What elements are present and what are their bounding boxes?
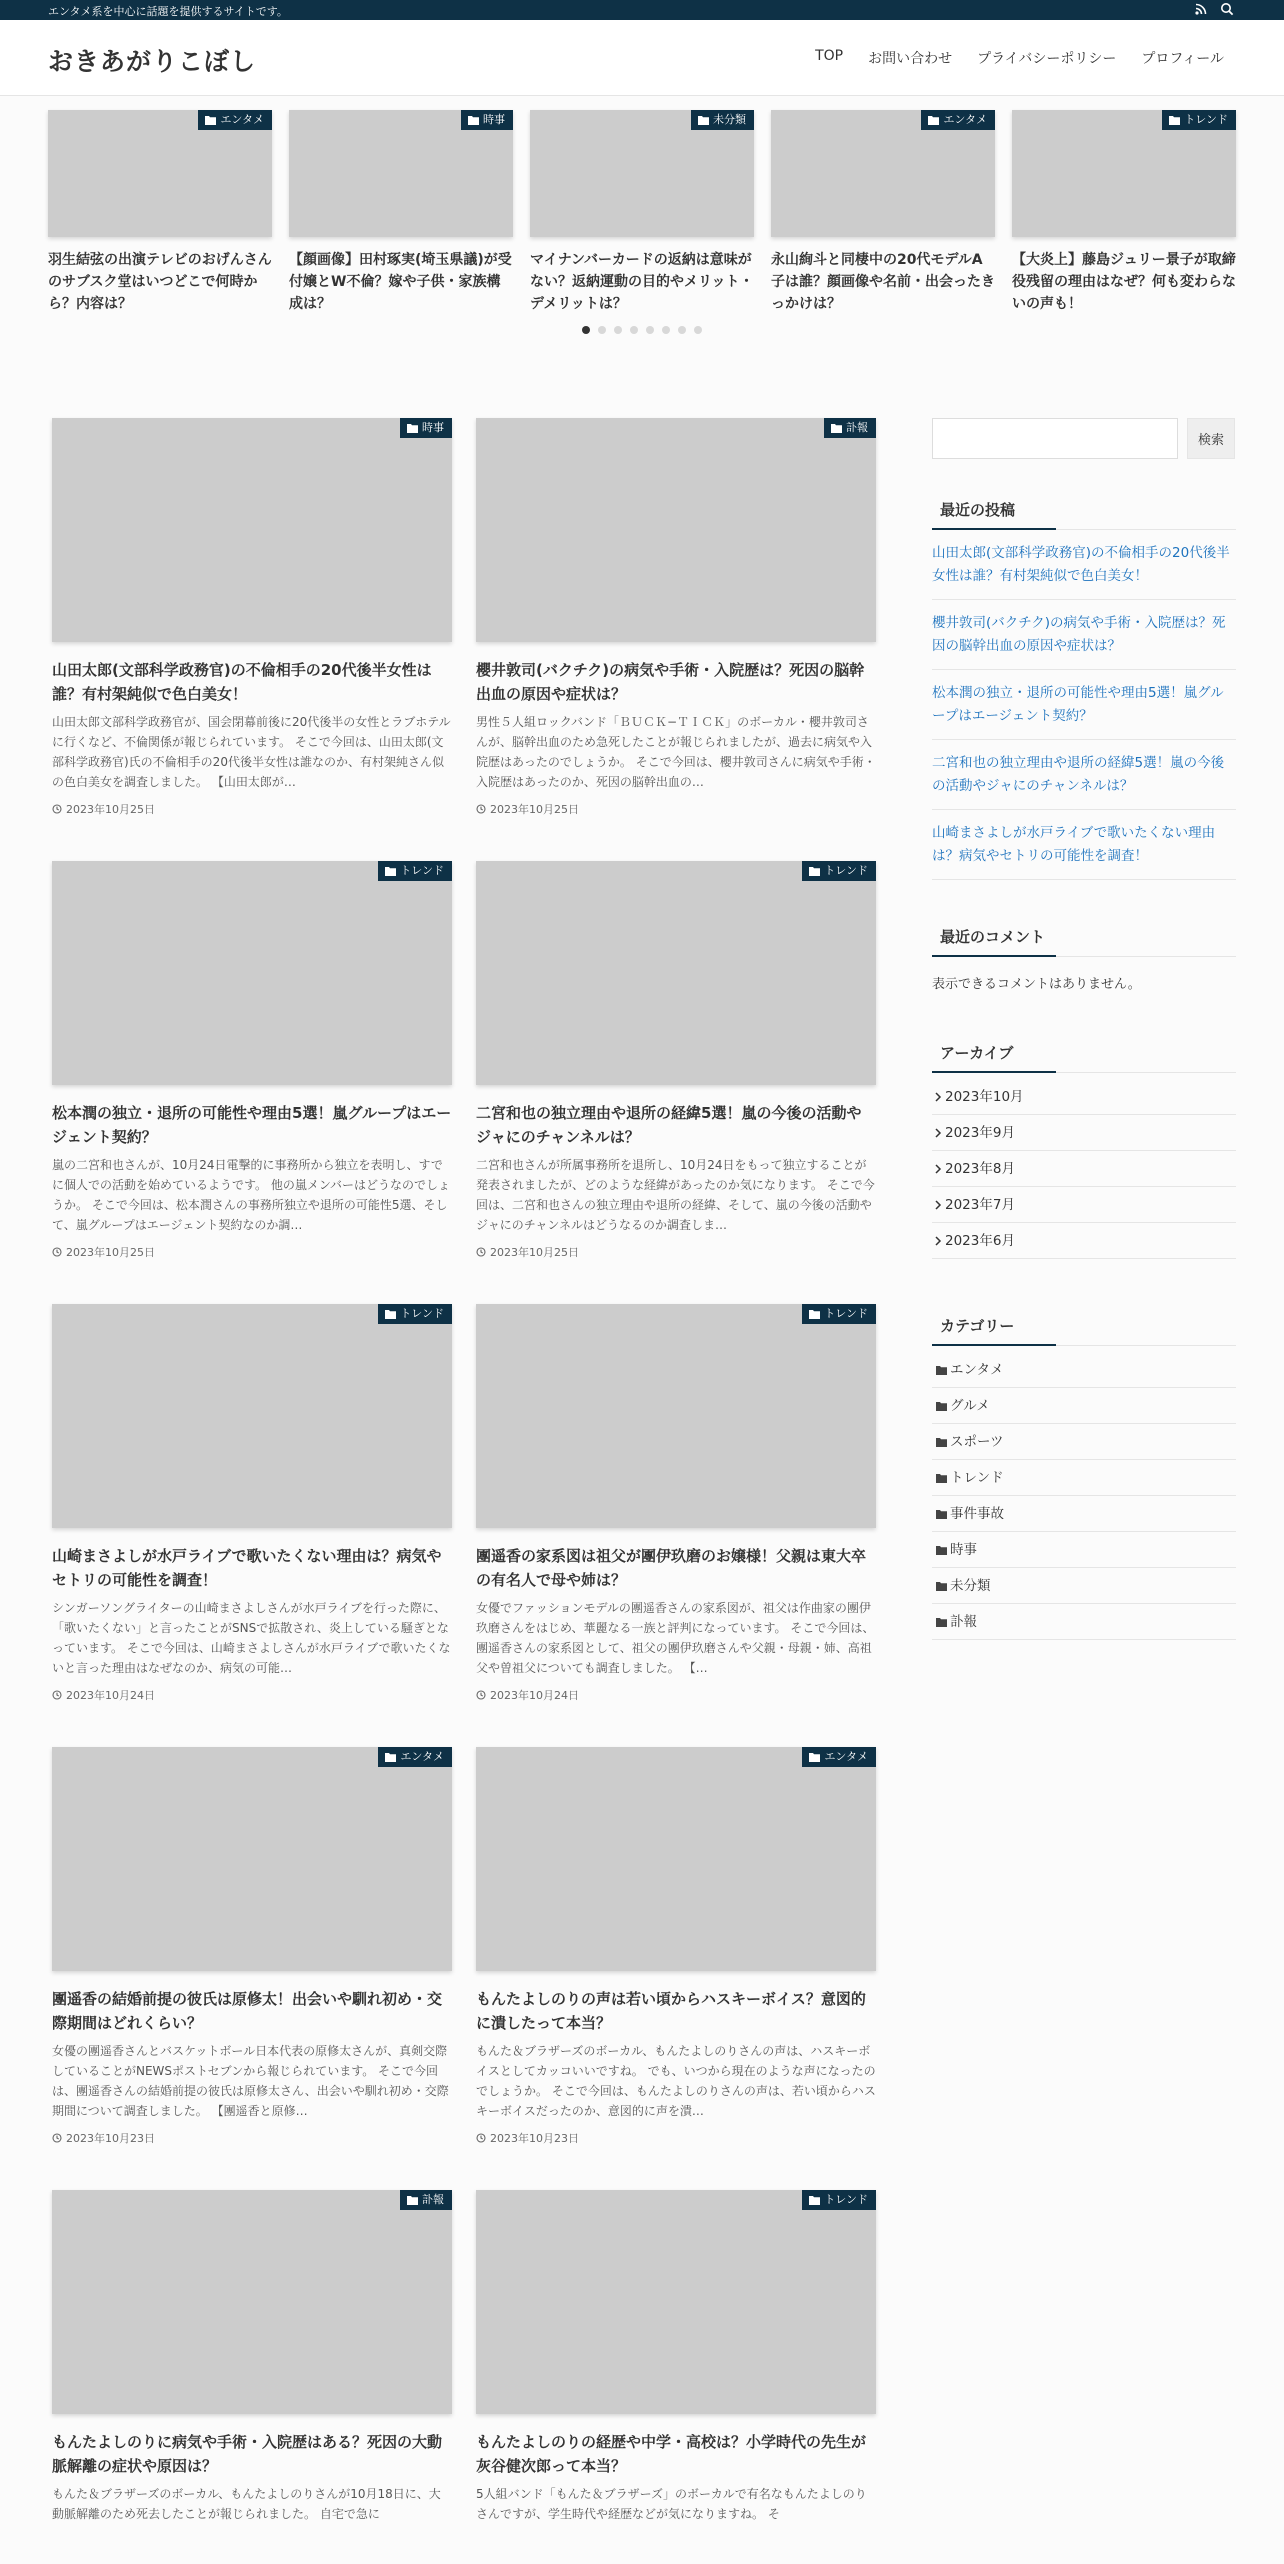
folder-icon [385, 866, 396, 876]
post-card[interactable] [52, 1304, 452, 1703]
archive-link[interactable]: 2023年7月 [932, 1187, 1236, 1223]
post-title[interactable]: 松本潤の独立・退所の可能性や理由5選！嵐グループはエージェント契約？ [52, 1104, 452, 1146]
post-thumbnail[interactable] [52, 2190, 452, 2414]
post-date: 2023年10月24日 [52, 1687, 452, 1703]
folder-icon [936, 1617, 947, 1627]
category-badge: 訃報 [400, 2190, 452, 2210]
post-thumbnail[interactable] [530, 110, 754, 237]
slider-dot[interactable] [598, 326, 606, 334]
post-date: 2023年10月25日 [476, 801, 876, 817]
folder-icon [936, 1473, 947, 1483]
category-badge: 時事 [400, 418, 452, 438]
post-excerpt: もんた＆ブラザーズのボーカル、もんたよしのりさんが10月18日に、大動脈解離のため死去したことが報じられました。 自宅で急に [52, 2487, 441, 2521]
recent-post-link[interactable]: 二宮和也の独立理由や退所の経緯5選！嵐の今後の活動やジャにのチャンネルは？ [932, 740, 1236, 810]
clock-icon [476, 1690, 486, 1700]
site-title[interactable]: おきあがりこぼし [48, 47, 257, 76]
folder-icon [385, 1752, 396, 1762]
category-badge: エンタメ [802, 1747, 876, 1767]
folder-icon [1169, 115, 1180, 125]
slider-dot[interactable] [614, 326, 622, 334]
nav-item-contact[interactable]: お問い合わせ [868, 51, 953, 67]
post-card[interactable] [52, 418, 452, 817]
search-input[interactable] [932, 418, 1178, 459]
global-nav [815, 48, 1224, 68]
chevron-right-icon [934, 1164, 942, 1174]
post-excerpt: シンガーソングライターの山崎まさよしさんが水戸ライブを行った際に、「歌いたくない」と言ったことがSNSで拡散され、炎上している騒ぎとなっています。 そこで今回は、山崎まさよしさんが水戸ライブで歌いたくないと言った理由はなぜなのか、病気の可能… [52, 1601, 451, 1675]
folder-icon [809, 1752, 820, 1762]
folder-icon [407, 423, 418, 433]
folder-icon [936, 1365, 947, 1375]
slider-dot[interactable] [678, 326, 686, 334]
clock-icon [52, 1247, 62, 1257]
post-title[interactable]: 二宮和也の独立理由や退所の経緯5選！嵐の今後の活動やジャにのチャンネルは？ [476, 1104, 862, 1146]
slider-dot[interactable] [630, 326, 638, 334]
folder-icon [407, 2195, 418, 2205]
post-thumbnail[interactable] [476, 1747, 876, 1971]
post-card[interactable] [52, 861, 452, 1260]
pickup-item[interactable] [48, 110, 272, 315]
category-badge: トレンド [802, 2190, 876, 2210]
post-thumbnail[interactable] [1012, 110, 1236, 237]
nav-item-privacy-policy[interactable]: プライバシーポリシー [977, 51, 1117, 67]
category-link[interactable]: トレンド [932, 1460, 1236, 1496]
chevron-right-icon [934, 1092, 942, 1102]
category-list [932, 1352, 1236, 1640]
category-badge: トレンド [802, 1304, 876, 1324]
slider-dot[interactable] [646, 326, 654, 334]
pickup-title[interactable]: 【大炎上】藤島ジュリー景子が取締役残留の理由はなぜ？何も変わらないの声も！ [1012, 252, 1236, 312]
pickup-title[interactable]: 【顔画像】田村琢実(埼玉県議)が受付嬢とW不倫？嫁や子供・家族構成は？ [289, 252, 512, 312]
category-link[interactable]: 事件事故 [932, 1496, 1236, 1532]
folder-icon [831, 423, 842, 433]
category-link[interactable]: 未分類 [932, 1568, 1236, 1604]
post-title[interactable]: 團遥香の家系図は祖父が團伊玖磨のお嬢様！父親は東大卒の有名人で母や姉は？ [476, 1547, 867, 1589]
archive-heading: アーカイブ [932, 1042, 1236, 1073]
slider-dot[interactable] [582, 326, 590, 334]
post-thumbnail[interactable] [476, 2190, 876, 2414]
pickup-item[interactable] [1012, 110, 1236, 315]
top-bar [0, 0, 1284, 20]
folder-icon [205, 115, 216, 125]
archive-link[interactable]: 2023年10月 [932, 1079, 1236, 1115]
category-badge: トレンド [378, 861, 452, 881]
pickup-title[interactable]: マイナンバーカードの返納は意味がない？返納運動の目的やメリット・デメリットは？ [530, 252, 754, 312]
clock-icon [52, 804, 62, 814]
post-excerpt: 女優でファッションモデルの團遥香さんの家系図が、祖父は作曲家の團伊玖磨さんをはじめ、華麗なる一族と評判になっています。 そこで今回は、團遥香さんの家系図として、祖父の團伊玖磨さんや父親・母親・姉、高祖父や曽祖父についても調査しました。 【… [476, 1601, 875, 1675]
clock-icon [52, 1690, 62, 1700]
pickup-item[interactable] [289, 110, 513, 315]
archive-link[interactable]: 2023年8月 [932, 1151, 1236, 1187]
post-date: 2023年10月25日 [52, 1244, 452, 1260]
post-excerpt: 二宮和也さんが所属事務所を退所し、10月24日をもって独立することが発表されましたが、どのような経緯があったのか気になります。 そこで今回は、二宮和也さんの独立理由や退所の経緯、そして、嵐の今後の活動やジャにのチャンネルはどうなるのか調査しま… [476, 1158, 875, 1232]
category-badge: エンタメ [378, 1747, 452, 1767]
post-thumbnail[interactable] [52, 1747, 452, 1971]
category-link[interactable]: グルメ [932, 1388, 1236, 1424]
no-comments-text: 表示できるコメントはありません。 [932, 977, 1141, 992]
folder-icon [936, 1437, 947, 1447]
chevron-right-icon [934, 1200, 942, 1210]
post-date: 2023年10月23日 [52, 2130, 452, 2146]
sidebar [932, 418, 1236, 1640]
recent-post-link[interactable]: 山崎まさよしが水戸ライブで歌いたくない理由は？病気やセトリの可能性を調査！ [932, 810, 1236, 880]
clock-icon [52, 2133, 62, 2143]
post-thumbnail[interactable] [52, 418, 452, 642]
post-title[interactable]: もんたよしのりに病気や手術・入院歴はある？死因の大動脈解離の症状や原因は？ [52, 2433, 443, 2475]
category-badge: トレンド [802, 861, 876, 881]
post-excerpt: 男性５人組ロックバンド「ＢＵＣＫ−ＴＩＣＫ」のボーカル・櫻井敦司さんが、脳幹出血のため急死したことが報じられましたが、過去に病気や入院歴はあったのでしょうか。 そこで今回は、櫻井敦司さんに病気や手術・入院歴はあったのか、死因の脳幹出血の… [476, 715, 876, 789]
pickup-title[interactable]: 永山絢斗と同棲中の20代モデルA子は誰？顔画像や名前・出会ったきっかけは？ [771, 252, 995, 312]
post-thumbnail[interactable] [476, 861, 876, 1085]
category-link[interactable]: エンタメ [932, 1352, 1236, 1388]
archive-link[interactable]: 2023年6月 [932, 1223, 1236, 1259]
post-title[interactable]: 櫻井敦司(バクチク)の病気や手術・入院歴は？死因の脳幹出血の原因や症状は？ [476, 661, 865, 703]
post-card[interactable] [476, 1747, 876, 2146]
folder-icon [698, 115, 709, 125]
post-date: 2023年10月24日 [476, 1687, 876, 1703]
pickup-item[interactable] [530, 110, 754, 315]
post-title[interactable]: 山田太郎(文部科学政務官)の不倫相手の20代後半女性は誰？有村架純似で色白美女！ [52, 661, 432, 703]
category-badge: エンタメ [198, 110, 272, 130]
category-badge: トレンド [1162, 110, 1236, 130]
category-badge: 時事 [461, 110, 513, 130]
category-badge: トレンド [378, 1304, 452, 1324]
recent-post-link[interactable]: 松本潤の独立・退所の可能性や理由5選！嵐グループはエージェント契約？ [932, 670, 1236, 740]
folder-icon [928, 115, 939, 125]
clock-icon [476, 1247, 486, 1257]
nav-item-profile[interactable]: プロフィール [1141, 51, 1224, 67]
category-link[interactable]: 訃報 [932, 1604, 1236, 1640]
slider-dot[interactable] [662, 326, 670, 334]
post-card[interactable] [52, 2190, 452, 2564]
post-card[interactable] [476, 2190, 876, 2564]
post-date: 2023年10月25日 [52, 801, 452, 817]
post-thumbnail[interactable] [52, 861, 452, 1085]
post-thumbnail[interactable] [52, 1304, 452, 1528]
folder-icon [809, 866, 820, 876]
folder-icon [468, 115, 479, 125]
post-thumbnail[interactable] [48, 110, 272, 237]
post-card[interactable] [476, 861, 876, 1260]
post-title[interactable]: 山崎まさよしが水戸ライブで歌いたくない理由は？病気やセトリの可能性を調査！ [52, 1547, 442, 1589]
recent-posts-list [932, 530, 1236, 880]
post-thumbnail[interactable] [476, 418, 876, 642]
chevron-right-icon [934, 1236, 942, 1246]
category-link[interactable]: スポーツ [932, 1424, 1236, 1460]
post-date: 2023年10月23日 [476, 2130, 876, 2146]
post-title[interactable]: 團遥香の結婚前提の彼氏は原修太！出会いや馴れ初め・交際期間はどれくらい？ [52, 1990, 443, 2032]
post-excerpt: 女優の團遥香さんとバスケットボール日本代表の原修太さんが、真剣交際していることがNEWSポストセブンから報じられています。 そこで今回は、團遥香さんの結婚前提の彼氏は原修太さん、出会いや馴れ初め・交際期間について調査しました。 【團遥香と原修… [52, 2044, 449, 2118]
post-excerpt: 山田太郎文部科学政務官が、国会閉幕前後に20代後半の女性とラブホテルに行くなど、不倫関係が報じられています。 そこで今回は、山田太郎(文部科学政務官)氏の不倫相手の20代後半女性は誰なのか、有村架純さん似の色白美女を調査しました。 【山田太郎が… [52, 715, 451, 789]
pickup-slider [0, 96, 1284, 346]
folder-icon [936, 1581, 947, 1591]
post-title[interactable]: もんたよしのりの声は若い頃からハスキーボイス？意図的に潰したって本当？ [476, 1990, 866, 2032]
recent-comments-heading: 最近のコメント [932, 926, 1236, 957]
site-tagline: エンタメ系を中心に話題を提供するサイトです。 [48, 5, 288, 18]
post-thumbnail[interactable] [289, 110, 513, 237]
post-card[interactable] [476, 418, 876, 817]
post-title[interactable]: もんたよしのりの経歴や中学・高校は？小学時代の先生が灰谷健次郎って本当？ [476, 2433, 867, 2475]
category-heading: カテゴリー [932, 1315, 1236, 1346]
folder-icon [809, 2195, 820, 2205]
recent-posts-heading: 最近の投稿 [932, 499, 1236, 530]
category-link[interactable]: 時事 [932, 1532, 1236, 1568]
folder-icon [936, 1401, 947, 1411]
pickup-item[interactable] [771, 110, 995, 315]
clock-icon [476, 804, 486, 814]
archive-list [932, 1079, 1236, 1259]
post-excerpt: 嵐の二宮和也さんが、10月24日電撃的に事務所から独立を表明し、すでに個人での活動を始めているようです。 他の嵐メンバーはどうなのでしょうか。 そこで今回は、松本潤さんの事務所独立や退所の可能性5選、そして、嵐グループはエージェント契約なのか調… [52, 1158, 451, 1232]
clock-icon [476, 2133, 486, 2143]
post-card[interactable] [52, 1747, 452, 2146]
pickup-title[interactable]: 羽生結弦の出演テレビのおげんさんのサブスク堂はいつどこで何時から？内容は？ [48, 252, 272, 312]
search-icon[interactable] [1220, 2, 1234, 16]
recent-post-link[interactable]: 櫻井敦司(バクチク)の病気や手術・入院歴は？死因の脳幹出血の原因や症状は？ [932, 600, 1236, 670]
folder-icon [385, 1309, 396, 1319]
post-thumbnail[interactable] [476, 1304, 876, 1528]
category-badge: 未分類 [691, 110, 754, 130]
category-badge: 訃報 [824, 418, 876, 438]
folder-icon [936, 1509, 947, 1519]
archive-link[interactable]: 2023年9月 [932, 1115, 1236, 1151]
folder-icon [936, 1545, 947, 1555]
site-header [0, 20, 1284, 96]
post-excerpt: もんた＆ブラザーズのボーカル、もんたよしのりさんの声は、ハスキーボイスとしてカッコいいですね。 でも、いつから現在のような声になったのでしょうか。 そこで今回は、もんたよしのりさんの声は、若い頃からハスキーボイスだったのか、意図的に声を潰… [476, 2044, 876, 2118]
post-excerpt: 5人組バンド「もんた＆ブラザーズ」のボーカルで有名なもんたよしのりさんですが、学生時代や経歴などが気になりますね。 そ [476, 2487, 867, 2521]
post-thumbnail[interactable] [771, 110, 995, 237]
slider-dot[interactable] [694, 326, 702, 334]
folder-icon [809, 1309, 820, 1319]
search-button[interactable]: 検索 [1187, 418, 1235, 459]
post-date: 2023年10月25日 [476, 1244, 876, 1260]
slider-pagination [0, 326, 1284, 334]
chevron-right-icon [934, 1128, 942, 1138]
nav-item-top[interactable]: TOP [815, 48, 844, 64]
post-card[interactable] [476, 1304, 876, 1703]
recent-post-link[interactable]: 山田太郎(文部科学政務官)の不倫相手の20代後半女性は誰？有村架純似で色白美女！ [932, 530, 1236, 600]
category-badge: エンタメ [921, 110, 995, 130]
search-widget [932, 418, 1236, 459]
rss-icon[interactable] [1194, 2, 1208, 16]
